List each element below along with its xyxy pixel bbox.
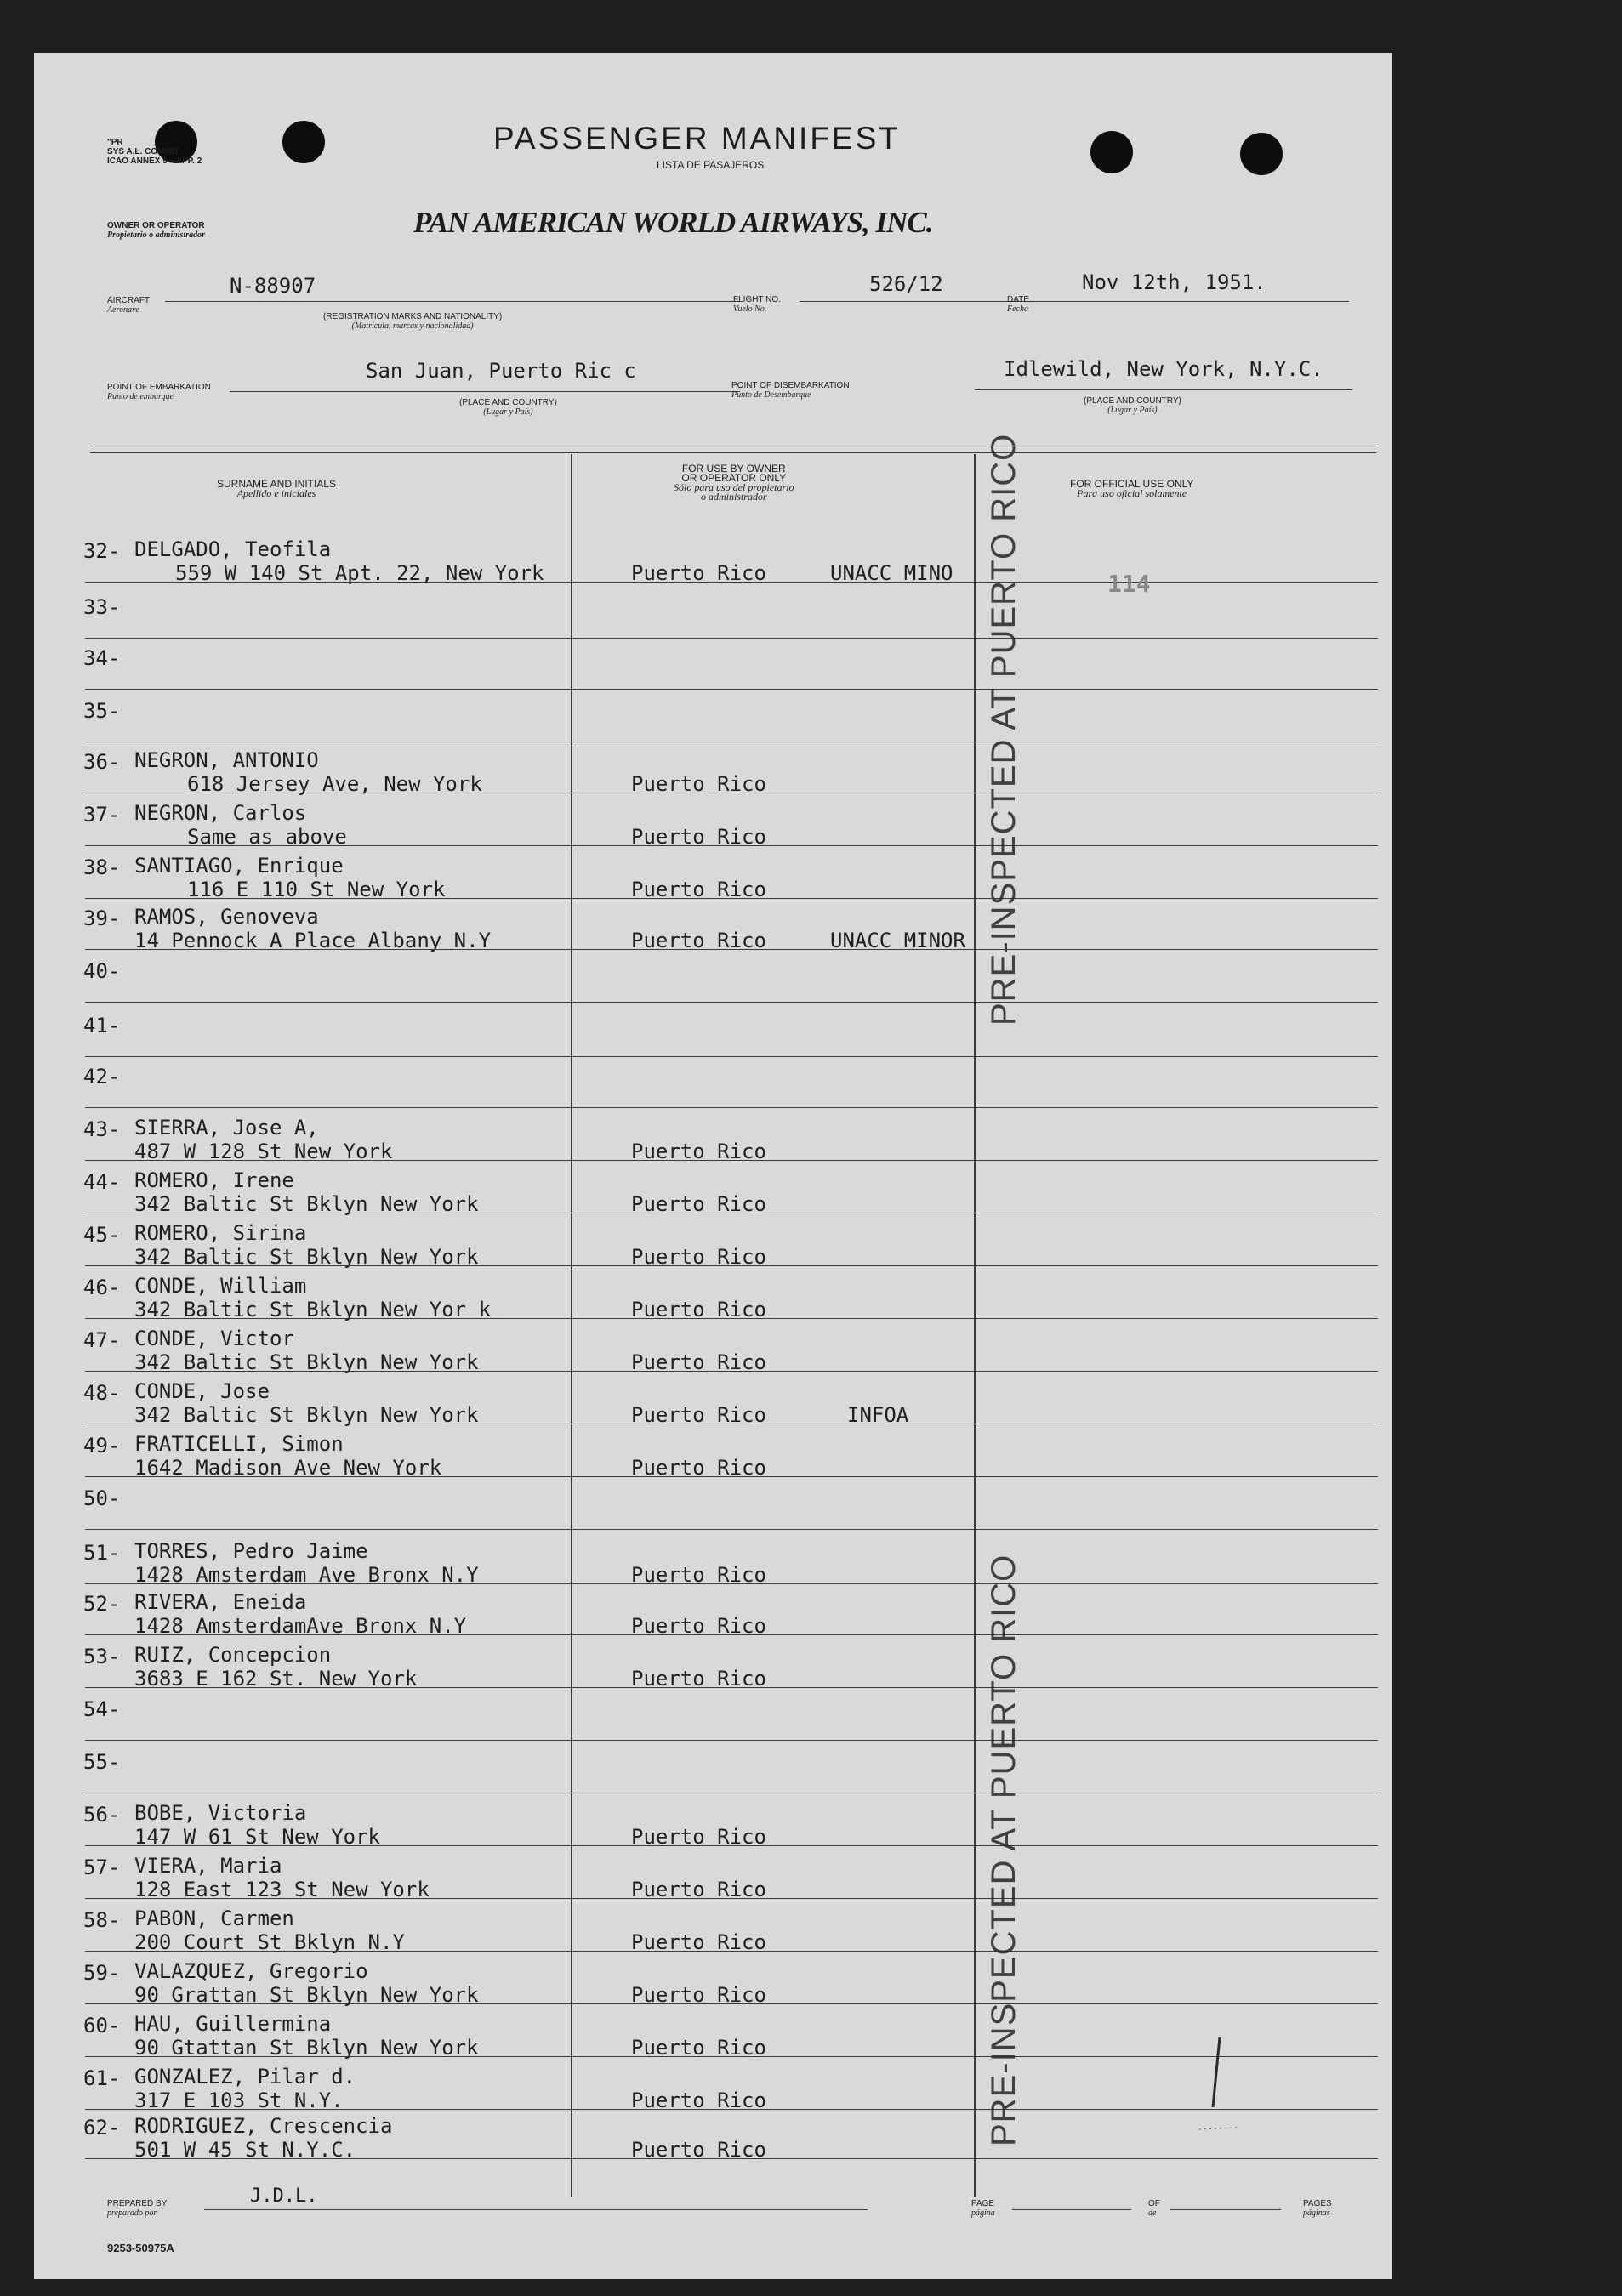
owner-label-en: OWNER OR OPERATOR — [107, 221, 205, 230]
row-rule — [85, 1107, 1378, 1108]
row-number: 43- — [83, 1117, 121, 1141]
row-rule — [85, 1583, 1378, 1584]
row-number: 49- — [83, 1434, 121, 1458]
row-number: 50- — [83, 1486, 121, 1510]
passenger-origin: Puerto Rico — [631, 772, 766, 796]
row-rule — [85, 1845, 1378, 1846]
date-value: Nov 12th, 1951. — [1082, 270, 1266, 294]
disembark-value: Idlewild, New York, N.Y.C. — [1004, 357, 1323, 381]
col-official-head-es: Para uso oficial solamente — [1077, 487, 1187, 499]
passenger-name: TORRES, Pedro Jaime — [134, 1539, 368, 1563]
disembark-place-note — [1084, 396, 1181, 415]
passenger-origin: Puerto Rico — [631, 1298, 766, 1321]
passenger-name: RAMOS, Genoveva — [134, 905, 319, 929]
col-operator-head-line: OR OPERATOR ONLY — [681, 472, 787, 484]
row-number: 33- — [83, 595, 121, 619]
row-rule — [85, 1265, 1378, 1266]
col-official-head — [1070, 480, 1193, 498]
row-number: 52- — [83, 1592, 121, 1616]
passenger-name: SANTIAGO, Enrique — [134, 854, 344, 878]
embark-line — [230, 391, 740, 392]
passenger-address: 487 W 128 St New York — [134, 1139, 393, 1163]
passenger-name: VALAZQUEZ, Gregorio — [134, 1959, 368, 1983]
row-number: 57- — [83, 1856, 121, 1879]
row-number: 46- — [83, 1276, 121, 1299]
row-rule — [85, 1529, 1378, 1530]
passenger-address: 501 W 45 St N.Y.C. — [134, 2138, 356, 2162]
row-number: 61- — [83, 2066, 121, 2090]
passenger-name: PABON, Carmen — [134, 1907, 294, 1930]
row-number: 36- — [83, 750, 121, 774]
row-rule — [85, 1056, 1378, 1057]
date-label — [1007, 295, 1029, 314]
page-label-en: PAGE — [971, 2199, 995, 2208]
of-line — [1170, 2209, 1281, 2210]
owner-name: PAN AMERICAN WORLD AIRWAYS, INC. — [413, 206, 933, 239]
col-surname-head-es: Apellido e iniciales — [236, 487, 316, 499]
row-rule — [85, 2158, 1378, 2159]
row-number: 59- — [83, 1961, 121, 1985]
row-rule — [85, 949, 1378, 950]
passenger-address: 342 Baltic St Bklyn New York — [134, 1350, 479, 1374]
row-number: 35- — [83, 699, 121, 723]
col-official-head-en: FOR OFFICIAL USE ONLY — [1070, 478, 1194, 490]
passenger-address: 128 East 123 St New York — [134, 1878, 430, 1901]
registration-note — [323, 312, 502, 331]
aircraft-label — [107, 296, 150, 315]
passenger-address: 618 Jersey Ave, New York — [187, 772, 482, 796]
corner-line: SYS A.L. COMMIT — [107, 147, 179, 156]
passenger-address: 342 Baltic St Bklyn New York — [134, 1403, 479, 1427]
place-note-es: (Lugar y País) — [1107, 406, 1158, 415]
passenger-address: 1428 AmsterdamAve Bronx N.Y — [134, 1614, 467, 1638]
col-surname-head-en: SURNAME AND INITIALS — [217, 478, 337, 490]
passenger-origin: Puerto Rico — [631, 1139, 766, 1163]
passenger-origin: Puerto Rico — [631, 929, 766, 952]
passenger-name: RODRIGUEZ, Crescencia — [134, 2114, 393, 2138]
passenger-address: 1642 Madison Ave New York — [134, 1456, 442, 1480]
pages-label-en: PAGES — [1303, 2199, 1332, 2208]
passenger-address: 342 Baltic St Bklyn New York — [134, 1192, 479, 1216]
passenger-origin: Puerto Rico — [631, 1403, 766, 1427]
col-operator-head-line: FOR USE BY OWNER — [681, 463, 786, 475]
passenger-name: GONZALEZ, Pilar d. — [134, 2065, 356, 2089]
row-number: 56- — [83, 1803, 121, 1827]
row-rule — [85, 638, 1378, 639]
passenger-origin: Puerto Rico — [631, 2089, 766, 2112]
passenger-origin: Puerto Rico — [631, 2138, 766, 2162]
passenger-origin: Puerto Rico — [631, 1983, 766, 2007]
passenger-address: 317 E 103 St N.Y. — [134, 2089, 344, 2112]
passenger-address: 342 Baltic St Bklyn New Yor k — [134, 1298, 492, 1321]
pre-inspected-stamp: PRE-INSPECTED AT PUERTO RICO — [985, 1554, 1022, 2146]
of-label — [1148, 2199, 1160, 2218]
passenger-name: ROMERO, Sirina — [134, 1221, 307, 1245]
disembark-label-es: Punto de Desembarque — [731, 390, 811, 400]
page-line — [1012, 2209, 1131, 2210]
passenger-origin: Puerto Rico — [631, 825, 766, 849]
passenger-address: 90 Grattan St Bklyn New York — [134, 1983, 479, 2007]
page-label — [971, 2199, 995, 2218]
column-divider — [571, 454, 572, 2197]
passenger-address: 90 Gtattan St Bklyn New York — [134, 2036, 479, 2060]
row-rule — [85, 845, 1378, 846]
disembark-line — [975, 389, 1352, 390]
passenger-address: 1428 Amsterdam Ave Bronx N.Y — [134, 1563, 479, 1587]
passenger-address: 116 E 110 St New York — [187, 878, 446, 901]
place-note-en: (PLACE AND COUNTRY) — [1084, 396, 1181, 406]
date-line — [1046, 301, 1349, 302]
page-subtitle: LISTA DE PASAJEROS — [657, 159, 765, 171]
row-number: 53- — [83, 1645, 121, 1668]
passenger-address: 14 Pennock A Place Albany N.Y — [134, 929, 492, 952]
form-number: 9253-50975A — [107, 2242, 174, 2254]
passenger-name: DELGADO, Teofila — [134, 537, 332, 561]
row-number: 37- — [83, 803, 121, 827]
passenger-name: FRATICELLI, Simon — [134, 1432, 344, 1456]
passenger-origin: Puerto Rico — [631, 1456, 766, 1480]
embark-label-en: POINT OF EMBARKATION — [107, 383, 211, 392]
passenger-note: INFOA — [847, 1403, 909, 1427]
row-number: 44- — [83, 1170, 121, 1194]
flight-label-en: FLIGHT NO. — [733, 295, 781, 304]
row-number: 45- — [83, 1223, 121, 1247]
row-rule — [85, 1951, 1378, 1952]
of-label-es: de — [1148, 2208, 1157, 2218]
passenger-origin: Puerto Rico — [631, 1350, 766, 1374]
row-number: 51- — [83, 1541, 121, 1565]
row-number: 62- — [83, 2116, 121, 2140]
prepared-label — [107, 2199, 167, 2218]
passenger-origin: Puerto Rico — [631, 1930, 766, 1954]
owner-label-es: Propietario o administrador — [107, 230, 206, 240]
passenger-origin: Puerto Rico — [631, 2036, 766, 2060]
row-rule — [85, 1160, 1378, 1161]
passenger-name: RIVERA, Eneida — [134, 1590, 307, 1614]
aircraft-line — [165, 301, 740, 302]
passenger-address: 3683 E 162 St. New York — [134, 1667, 418, 1691]
passenger-name: CONDE, William — [134, 1274, 307, 1298]
punch-hole — [1240, 133, 1283, 175]
row-rule — [85, 1634, 1378, 1635]
punch-hole — [282, 121, 325, 163]
row-number: 32- — [83, 539, 121, 563]
row-number: 40- — [83, 959, 121, 983]
embark-value: San Juan, Puerto Ric c — [366, 359, 636, 383]
row-number: 41- — [83, 1014, 121, 1037]
row-rule — [85, 1318, 1378, 1319]
column-divider — [974, 454, 976, 2197]
place-note-en: (PLACE AND COUNTRY) — [459, 398, 557, 407]
row-number: 48- — [83, 1381, 121, 1405]
passenger-note: UNACC MINOR — [830, 929, 965, 952]
prepared-label-es: preparado por — [107, 2208, 157, 2218]
passenger-origin: Puerto Rico — [631, 1667, 766, 1691]
passenger-origin: Puerto Rico — [631, 1825, 766, 1849]
row-rule — [85, 1687, 1378, 1688]
corner-line: ICAO ANNEX 9—APP. 2 — [107, 156, 202, 166]
passenger-origin: Puerto Rico — [631, 1245, 766, 1269]
passenger-name: NEGRON, ANTONIO — [134, 748, 319, 772]
flight-label — [733, 295, 781, 314]
row-number: 47- — [83, 1328, 121, 1352]
passenger-name: SIERRA, Jose A, — [134, 1116, 319, 1139]
passenger-name: HAU, Guillermina — [134, 2012, 332, 2036]
passenger-name: BOBE, Victoria — [134, 1801, 307, 1825]
passenger-address: 559 W 140 St Apt. 22, New York — [175, 561, 544, 585]
row-number: 39- — [83, 906, 121, 930]
registration-note-es: (Matricula, marcas y nacionalidad) — [351, 321, 474, 331]
row-rule — [85, 1898, 1378, 1899]
row-number: 38- — [83, 855, 121, 879]
date-label-en: DATE — [1007, 295, 1029, 304]
row-rule — [85, 1740, 1378, 1741]
passenger-origin: Puerto Rico — [631, 1192, 766, 1216]
flight-value: 526/12 — [869, 272, 943, 296]
page-label-es: página — [971, 2208, 995, 2218]
passenger-origin: Puerto Rico — [631, 1878, 766, 1901]
pen-mark — [1182, 2034, 1250, 2136]
col-surname-head — [217, 480, 336, 498]
prepared-line — [204, 2209, 868, 2210]
passenger-origin: Puerto Rico — [631, 561, 766, 585]
aircraft-label-en: AIRCRAFT — [107, 296, 150, 305]
embark-label — [107, 383, 211, 401]
passenger-name: CONDE, Victor — [134, 1327, 294, 1350]
row-rule — [85, 1371, 1378, 1372]
row-number: 54- — [83, 1697, 121, 1721]
passenger-address: 147 W 61 St New York — [134, 1825, 380, 1849]
passenger-name: NEGRON, Carlos — [134, 801, 307, 825]
corner-print — [107, 138, 202, 166]
manifest-page — [34, 53, 1392, 2279]
passenger-name: RUIZ, Concepcion — [134, 1643, 332, 1667]
official-mark: 114 — [1107, 570, 1151, 598]
table-top-rule — [90, 452, 1376, 453]
row-number: 58- — [83, 1908, 121, 1932]
disembark-label — [731, 381, 850, 400]
row-rule — [85, 689, 1378, 690]
date-label-es: Fecha — [1007, 304, 1028, 314]
passenger-origin: Puerto Rico — [631, 1563, 766, 1587]
col-operator-head-es: Sólo para uso del propietario — [674, 481, 794, 493]
aircraft-value: N-88907 — [230, 274, 316, 298]
pages-label — [1303, 2199, 1332, 2218]
row-number: 42- — [83, 1065, 121, 1088]
col-operator-head — [674, 464, 794, 502]
page-title: PASSENGER MANIFEST — [493, 121, 901, 156]
corner-line: "PR — [107, 138, 123, 147]
row-rule — [85, 582, 1378, 583]
passenger-address: 342 Baltic St Bklyn New York — [134, 1245, 479, 1269]
embark-label-es: Punto de embarque — [107, 392, 174, 401]
passenger-name: CONDE, Jose — [134, 1379, 270, 1403]
col-operator-head-es: o administrador — [700, 491, 767, 503]
passenger-name: ROMERO, Irene — [134, 1168, 294, 1192]
row-rule — [85, 1476, 1378, 1477]
row-number: 55- — [83, 1750, 121, 1774]
aircraft-label-es: Aeronave — [107, 305, 139, 315]
passenger-address: 200 Court St Bklyn N.Y — [134, 1930, 405, 1954]
row-rule — [85, 1002, 1378, 1003]
row-rule — [85, 898, 1378, 899]
embark-place-note — [459, 398, 557, 417]
passenger-name: VIERA, Maria — [134, 1854, 282, 1878]
registration-note-en: (REGISTRATION MARKS AND NATIONALITY) — [323, 312, 503, 321]
passenger-note: UNACC MINO — [830, 561, 953, 585]
pages-label-es: páginas — [1303, 2208, 1330, 2218]
row-number: 34- — [83, 646, 121, 670]
flight-label-es: Vuelo No. — [733, 304, 767, 314]
passenger-origin: Puerto Rico — [631, 878, 766, 901]
of-label-en: OF — [1148, 2199, 1160, 2208]
passenger-address: Same as above — [187, 825, 347, 849]
disembark-label-en: POINT OF DISEMBARKATION — [731, 381, 850, 390]
prepared-by-value: J.D.L. — [250, 2185, 318, 2207]
pre-inspected-stamp: PRE-INSPECTED AT PUERTO RICO — [985, 433, 1022, 1026]
row-rule — [85, 2003, 1378, 2004]
owner-label — [107, 221, 205, 240]
row-number: 60- — [83, 2014, 121, 2037]
passenger-origin: Puerto Rico — [631, 1614, 766, 1638]
prepared-label-en: PREPARED BY — [107, 2199, 168, 2208]
punch-hole — [1090, 131, 1133, 173]
place-note-es: (Lugar y País) — [483, 407, 533, 417]
